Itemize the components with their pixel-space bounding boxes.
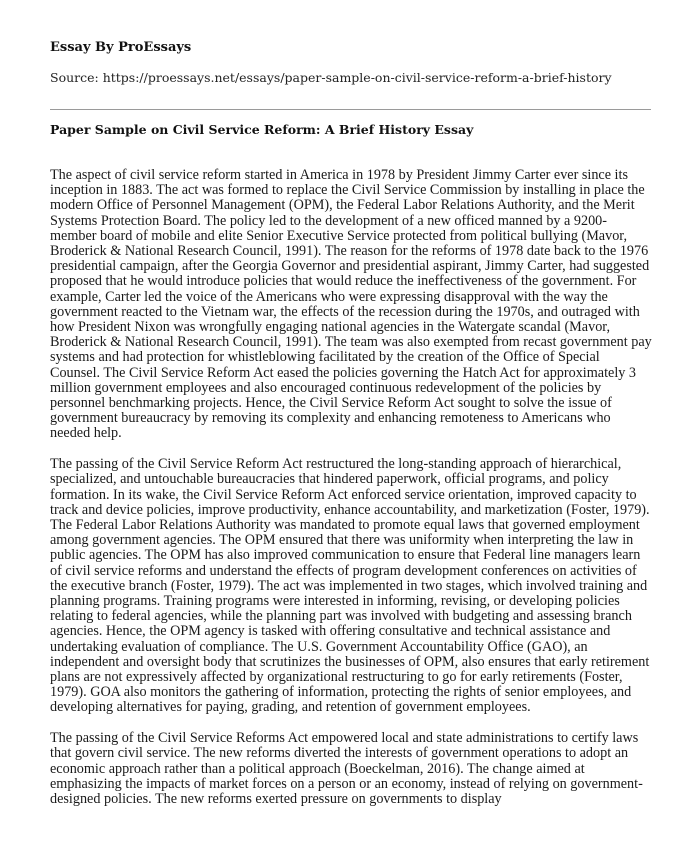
header-divider bbox=[50, 109, 651, 110]
essay-paragraph-3: The passing of the Civil Service Reforms Act empowered local and state administrations to certify laws that govern civil service. The new reforms diverted the interests of government operations to adopt an economic approach rather than a political approach (Boeckelman, 2016). The change aimed at emphasizing the impacts of market forces on a person or an economy, instead of relying on government-designed policies. The new reforms exerted pressure on governments to display bbox=[50, 730, 643, 807]
source-url-line: Source: https://proessays.net/essays/paper-sample-on-civil-service-reform-a-brief-history bbox=[50, 70, 612, 85]
site-header-title: Essay By ProEssays bbox=[50, 40, 192, 55]
essay-paragraph-2: The passing of the Civil Service Reform Act restructured the long-standing approach of hierarchical, specialized, and untouchable bureaucracies that hindered paperwork, official programs, and policy formation. In its wake, the Civil Service Reform Act enforced service orientation, improved capacity to track and device policies, improve productivity, enhance accountability, and marketization (Foster, 1979). The Federal Labor Relations Authority was mandated to promote equal laws that governed employment among government agencies. The OPM ensured that there was uniformity when interpreting the law in public agencies. The OPM has also improved communication to ensure that Federal line managers learn of civil service reforms and understand the effects of program development conferences on activities of the executive branch (Foster, 1979). The act was implemented in two stages, which involved training and planning programs. Training programs were interested in informing, revising, or developing policies relating to federal agencies, while the planning part was involved with budgeting and assessing branch agencies. Hence, the OPM agency is tasked with offering consultative and technical assistance and undertaking evaluation of compliance. The U.S. Government Accountability Office (GAO), an independent and oversight body that scrutinizes the businesses of OPM, also ensures that early retirement plans are not expressively affected by organizational restructuring to go for early retirements (Foster, 1979). GOA also monitors the gathering of information, protecting the rights of senior employees, and developing alternatives for paying, grading, and retention of government employees. bbox=[50, 456, 650, 716]
essay-body bbox=[50, 168, 653, 823]
essay-paragraph-1: The aspect of civil service reform started in America in 1978 by President Jimmy Carter ever since its inception in 1883. The act was formed to replace the Civil Service Commission by installing in place the modern Office of Personnel Management (OPM), the Federal Labor Relations Authority, and the Merit Systems Protection Board. The policy led to the development of a new officed manned by a 9200-member board of mobile and elite Senior Executive Service protected from political bullying (Mavor, Broderick & National Research Council, 1991). The reason for the reforms of 1978 date back to the 1976 presidential campaign, after the Georgia Governor and presidential aspirant, Jimmy Carter, had suggested proposed that he would introduce policies that would reduce the ineffectiveness of the government. For example, Carter led the voice of the Americans who were expressing disapproval with the way the government reacted to the Vietnam war, the effects of the recession during the 1970s, and outraged with how President Nixon was wrongfully engaging national agencies in the Watergate scandal (Mavor, Broderick & National Research Council, 1991). The team was also exempted from recast government pay systems and had protection for whistleblowing facilitated by the creation of the Office of Special Counsel. The Civil Service Reform Act eased the policies governing the Hatch Act for approximately 3 million government employees and also encouraged continuous redevelopment of the policies by personnel benchmarking projects. Hence, the Civil Service Reform Act sought to solve the issue of government bureaucracy by removing its complexity and enhancing remoteness to Americans who needed help. bbox=[50, 167, 652, 442]
essay-title: Paper Sample on Civil Service Reform: A Brief History Essay bbox=[50, 122, 474, 137]
